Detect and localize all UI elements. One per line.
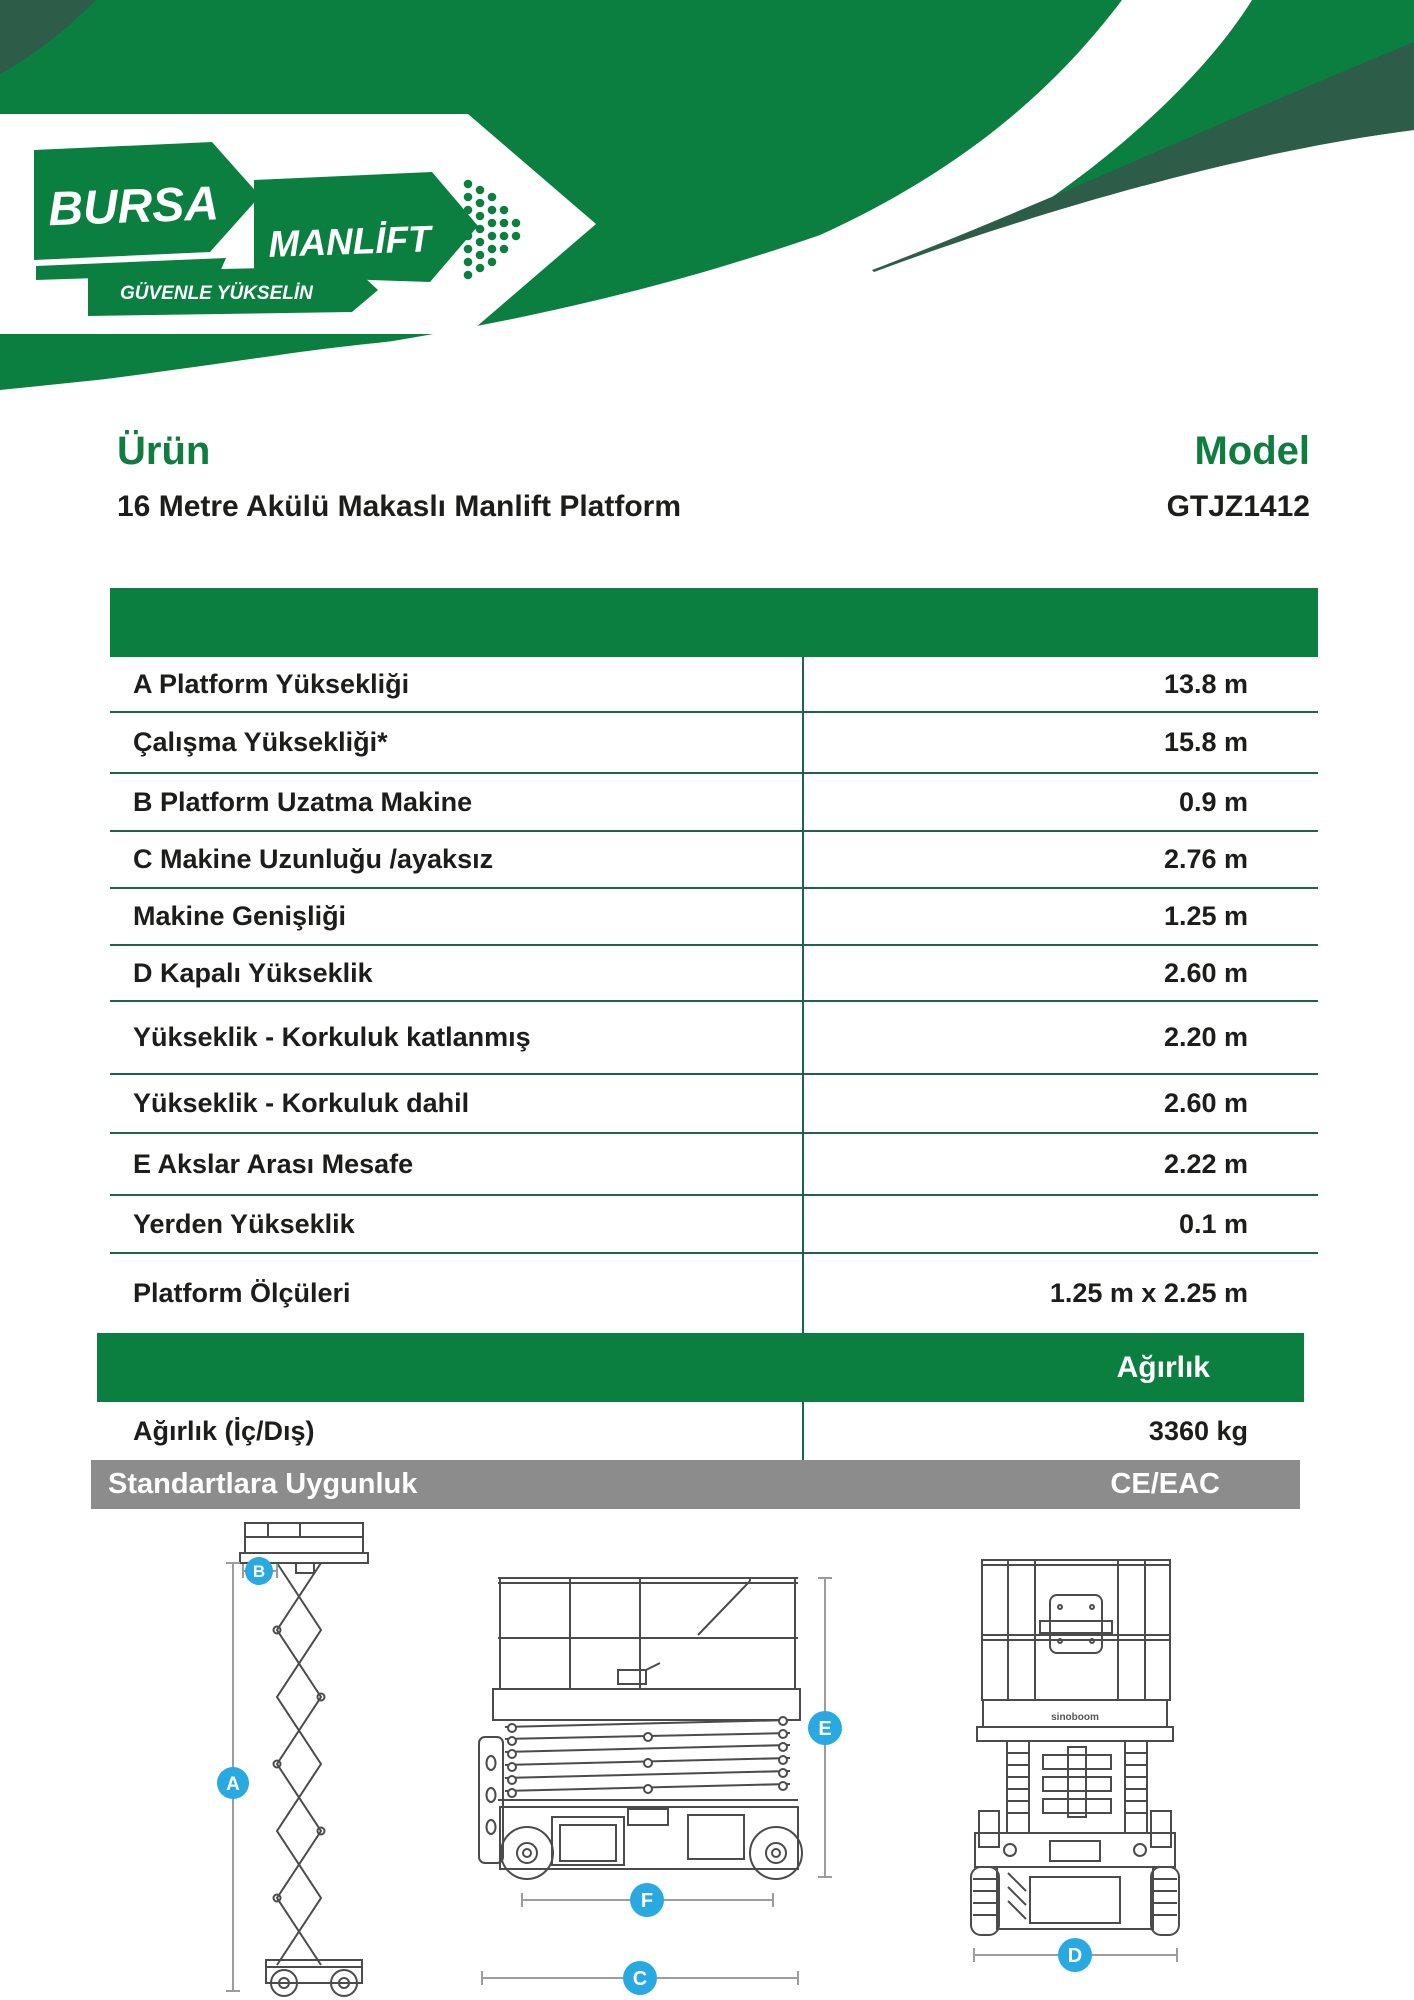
weight-section-label: Ağırlık	[1116, 1350, 1210, 1384]
spec-label: E Akslar Arası Mesafe	[133, 1148, 414, 1179]
spec-label: D Kapalı Yükseklik	[133, 957, 373, 988]
standards-bar	[91, 1460, 1300, 1509]
table-row-weight	[110, 1402, 1318, 1460]
table-row	[110, 944, 1318, 1000]
standards-value: CE/EAC	[1110, 1468, 1220, 1500]
dim-label-c: C	[632, 1968, 648, 1991]
table-row	[110, 887, 1318, 944]
table-row	[110, 1000, 1318, 1073]
spec-value: 15.8 m	[802, 713, 1318, 772]
spec-value: 2.60 m	[802, 1075, 1318, 1132]
spec-table	[110, 657, 1318, 1333]
diagram-front-view	[971, 1560, 1179, 1935]
spec-value: 2.20 m	[802, 1002, 1318, 1073]
brand-name-primary: BURSA	[47, 177, 220, 237]
standards-label: Standartlara Uygunluk	[108, 1468, 418, 1500]
dim-label-e: E	[818, 1718, 832, 1741]
product-name: 16 Metre Akülü Makaslı Manlift Platform	[117, 490, 682, 523]
spec-label: Yükseklik - Korkuluk dahil	[133, 1088, 470, 1118]
model-value: GTJZ1412	[1166, 490, 1310, 523]
spec-value: 0.9 m	[802, 774, 1318, 830]
dim-label-f: F	[640, 1890, 654, 1913]
spec-value: 1.25 m x 2.25 m	[802, 1254, 1318, 1333]
spec-label: Yerden Yükseklik	[133, 1208, 355, 1239]
diagram-extended-side-view	[240, 1523, 368, 1996]
brand-header	[0, 0, 1414, 473]
table-row	[110, 1073, 1318, 1132]
spec-label: A Platform Yüksekliği	[133, 668, 410, 699]
spec-value: 3360 kg	[802, 1402, 1318, 1460]
spec-value: 2.60 m	[802, 946, 1318, 1000]
dim-label-a: A	[226, 1773, 240, 1795]
technical-drawings	[0, 1515, 1414, 2000]
table-row	[110, 772, 1318, 830]
spec-value: 2.22 m	[802, 1134, 1318, 1194]
spec-label: Çalışma Yüksekliği*	[133, 727, 388, 757]
model-block	[1167, 430, 1310, 524]
weight-section-bar	[97, 1333, 1304, 1402]
table-row	[110, 1132, 1318, 1194]
spec-value: 1.25 m	[802, 889, 1318, 944]
spec-value: 0.1 m	[802, 1196, 1318, 1252]
table-header-bar	[110, 588, 1318, 657]
dim-label-b: B	[252, 1562, 266, 1582]
table-row	[110, 830, 1318, 887]
table-row	[110, 657, 1318, 711]
table-row	[110, 1194, 1318, 1252]
model-label: Model	[1194, 429, 1310, 473]
spec-label: Makine Genişliği	[133, 901, 347, 931]
table-row	[110, 711, 1318, 772]
spec-label: B Platform Uzatma Makine	[133, 786, 473, 817]
spec-value: 13.8 m	[802, 657, 1318, 711]
spec-label: C Makine Uzunluğu /ayaksız	[133, 844, 494, 874]
table-row	[110, 1252, 1318, 1333]
spec-label: Platform Ölçüleri	[133, 1278, 351, 1308]
spec-value: 2.76 m	[802, 832, 1318, 887]
dimension-bubbles	[217, 1557, 1092, 1995]
machine-brand-label: sinoboom	[1051, 1712, 1099, 1723]
spec-label: Ağırlık (İç/Dış)	[133, 1415, 315, 1446]
product-label: Ürün	[117, 429, 211, 473]
product-block	[117, 430, 681, 524]
spec-label: Yükseklik - Korkuluk katlanmış	[133, 1022, 531, 1052]
brand-name-secondary: MANLİFT	[267, 218, 432, 265]
brand-tagline: GÜVENLE YÜKSELİN	[120, 283, 313, 304]
dim-label-d: D	[1067, 1945, 1083, 1968]
diagram-folded-side-view	[479, 1578, 802, 1879]
